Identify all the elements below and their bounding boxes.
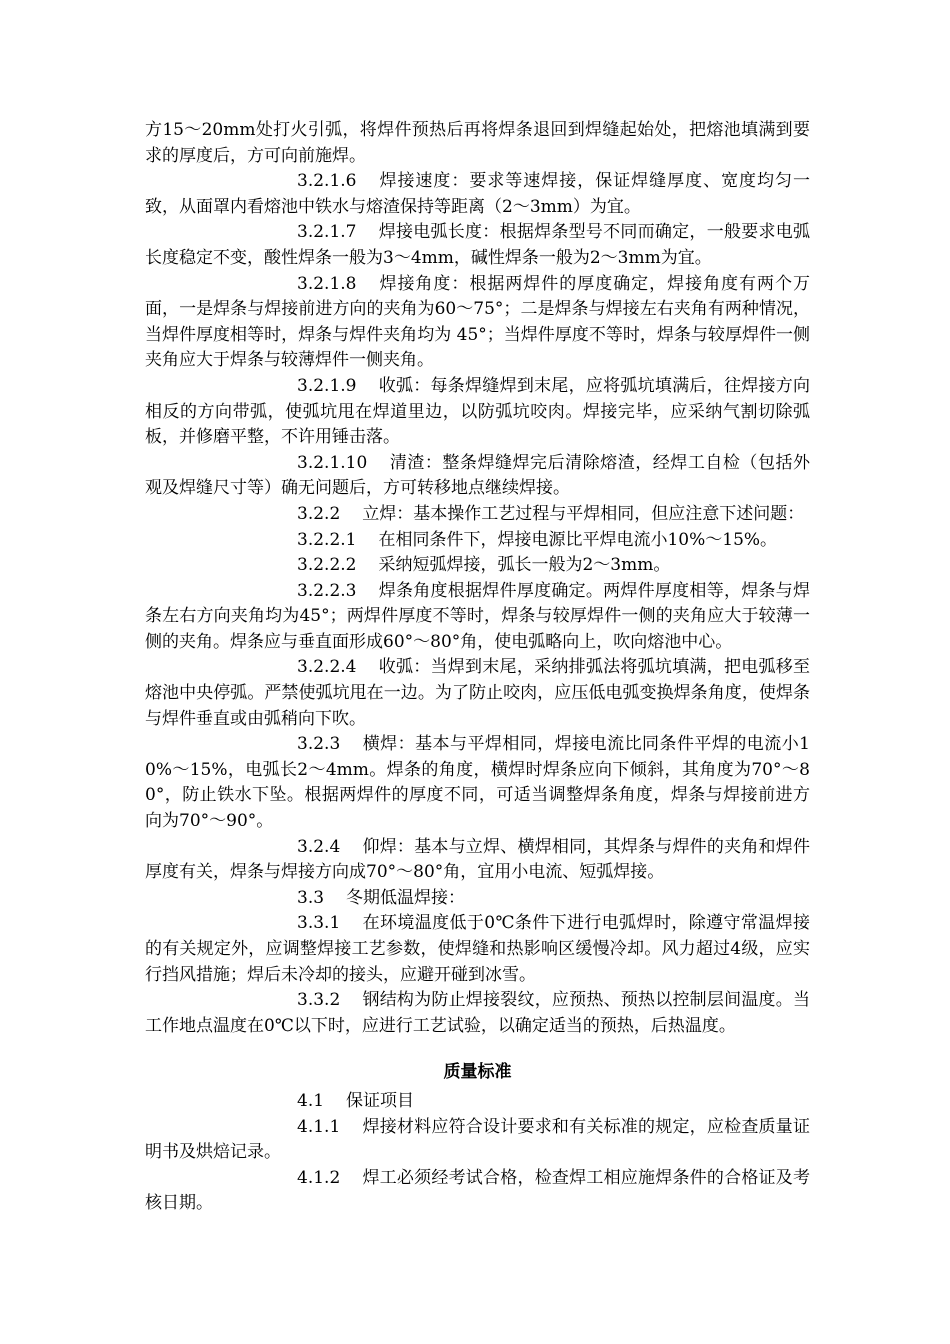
paragraph [145,579,810,656]
paragraph [145,886,810,912]
clause-number: 3.2.4 [297,836,341,857]
paragraph [145,374,810,451]
paragraph [145,451,810,502]
paragraph [145,835,810,886]
clause-number: 3.3.2 [297,990,341,1011]
paragraph-text: 在环境温度低于0℃条件下进行电弧焊时，除遵守常温焊接的有关规定外，应调整焊接工艺参数，使焊缝和热影响区缓慢冷却。风力超过4级，应实行挡风措施；焊后未冷却的接头，应避开碰到冰雪。 [145,913,810,985]
paragraph [145,988,810,1039]
paragraph [145,655,810,732]
paragraph-text: 立焊：基本操作工艺过程与平焊相同，但应注意下述问题： [362,503,805,524]
paragraph-text: 采纳短弧焊接，弧长一般为2～3mm。 [378,555,671,576]
paragraph-text: 收弧：当焊到末尾，采纳排弧法将弧坑填满，把电弧移至熔池中央停弧。严禁使弧坑甩在一边。为了防止咬肉，应压低电弧变换焊条角度，使焊条与焊件垂直或由弧稍向下吹。 [145,657,810,729]
paragraph-text: 焊接材料应符合设计要求和有关标准的规定，应检查质量证明书及烘焙记录。 [145,1116,810,1163]
paragraph-text: 冬期低温焊接： [346,887,466,908]
clause-number: 3.2.2.4 [297,657,357,678]
clause-number: 4.1 [297,1090,325,1111]
clause-number: 3.2.1.8 [297,273,357,294]
paragraph [145,911,810,988]
section-quality-standard [145,1089,810,1217]
clause-number: 3.2.1.10 [297,452,368,473]
paragraph-text: 方15～20mm处打火引弧，将焊件预热后再将焊条退回到焊缝起始处，把熔池填满到要求的厚度后，方可向前施焊。 [145,120,810,166]
paragraph [145,1115,810,1166]
paragraph [145,118,810,169]
paragraph-text: 仰焊：基本与立焊、横焊相同，其焊条与焊件的夹角和焊件厚度有关，焊条与焊接方向成70°～80°角，宜用小电流、短弧焊接。 [145,836,810,883]
clause-number: 3.2.2.2 [297,555,357,576]
clause-number: 3.2.2.3 [297,580,357,601]
clause-number: 3.3.1 [297,913,341,934]
paragraph [145,502,810,528]
paragraph-text: 横焊：基本与平焊相同，焊接电流比同条件平焊的电流小10%～15%，电弧长2～4mm。焊条的角度，横焊时焊条应向下倾斜，其角度为70°～80°，防止铁水下坠。根据两焊件的厚度不同，可适当调整焊条角度，焊条与焊接前进方向为70°～90°。 [145,734,810,832]
paragraph [145,528,810,554]
paragraph [145,732,810,834]
paragraph-text: 焊接角度：根据两焊件的厚度确定，焊接角度有两个万面，一是焊条与焊接前进方向的夹角为60～75°；二是焊条与焊接左右夹角有两种情况，当焊件厚度相等时，焊条与焊件夹角均为 45°；当焊件厚度不等时，焊条与较厚焊件一侧夹角应大于焊条与较薄焊件一侧夹角。 [145,273,810,371]
clause-number: 3.2.1.9 [297,375,357,396]
paragraph-text: 收弧：每条焊缝焊到末尾，应将弧坑填满后，往焊接方向相反的方向带弧，使弧坑甩在焊道里边，以防弧坑咬肉。焊接完毕，应采纳气割切除弧板，并修磨平整，不许用锤击落。 [145,375,810,448]
paragraph [145,169,810,220]
paragraph-text: 在相同条件下，焊接电源比平焊电流小10%～15%。 [378,529,778,550]
paragraph [145,1089,810,1115]
clause-number: 3.2.2.1 [297,529,357,550]
paragraph [145,1166,810,1217]
clause-number: 3.2.1.6 [297,171,357,192]
document-page [145,118,810,1217]
paragraph [145,220,810,271]
paragraph-text: 焊工必须经考试合格，检查焊工相应施焊条件的合格证及考核日期。 [145,1167,810,1214]
paragraph-text: 清渣：整条焊缝焊完后清除熔渣，经焊工自检（包括外观及焊缝尺寸等）确无问题后，方可转移地点继续焊接。 [145,452,810,499]
clause-number: 3.2.2 [297,503,341,524]
paragraph-text: 保证项目 [346,1090,415,1111]
clause-number: 4.1.2 [297,1167,341,1188]
clause-number: 3.3 [297,887,325,908]
section-heading: 质量标准 [443,1062,512,1083]
clause-number: 3.2.1.7 [297,222,357,243]
clause-number: 3.2.3 [297,734,341,755]
clause-number: 4.1.1 [297,1116,341,1137]
section-welding-process [145,118,810,1039]
paragraph-text: 焊接速度：要求等速焊接，保证焊缝厚度、宽度均匀一致，从面罩内看熔池中铁水与熔渣保持等距离（2～3mm）为宜。 [145,171,810,217]
paragraph [145,272,810,374]
paragraph-text: 钢结构为防止焊接裂纹，应预热、预热以控制层间温度。当工作地点温度在0℃以下时，应进行工艺试验，以确定适当的预热，后热温度。 [145,990,810,1036]
paragraph [145,553,810,579]
paragraph-text: 焊接电弧长度：根据焊条型号不同而确定，一般要求电弧长度稳定不变，酸性焊条一般为3～4mm，碱性焊条一般为2～3mm为宜。 [145,222,810,268]
paragraph-text: 焊条角度根据焊件厚度确定。两焊件厚度相等，焊条与焊条左右方向夹角均为45°；两焊件厚度不等时，焊条与较厚焊件一侧的夹角应大于较薄一侧的夹角。焊条应与垂直面形成60°～80°角，使电弧略向上，吹向熔池中心。 [145,580,810,652]
